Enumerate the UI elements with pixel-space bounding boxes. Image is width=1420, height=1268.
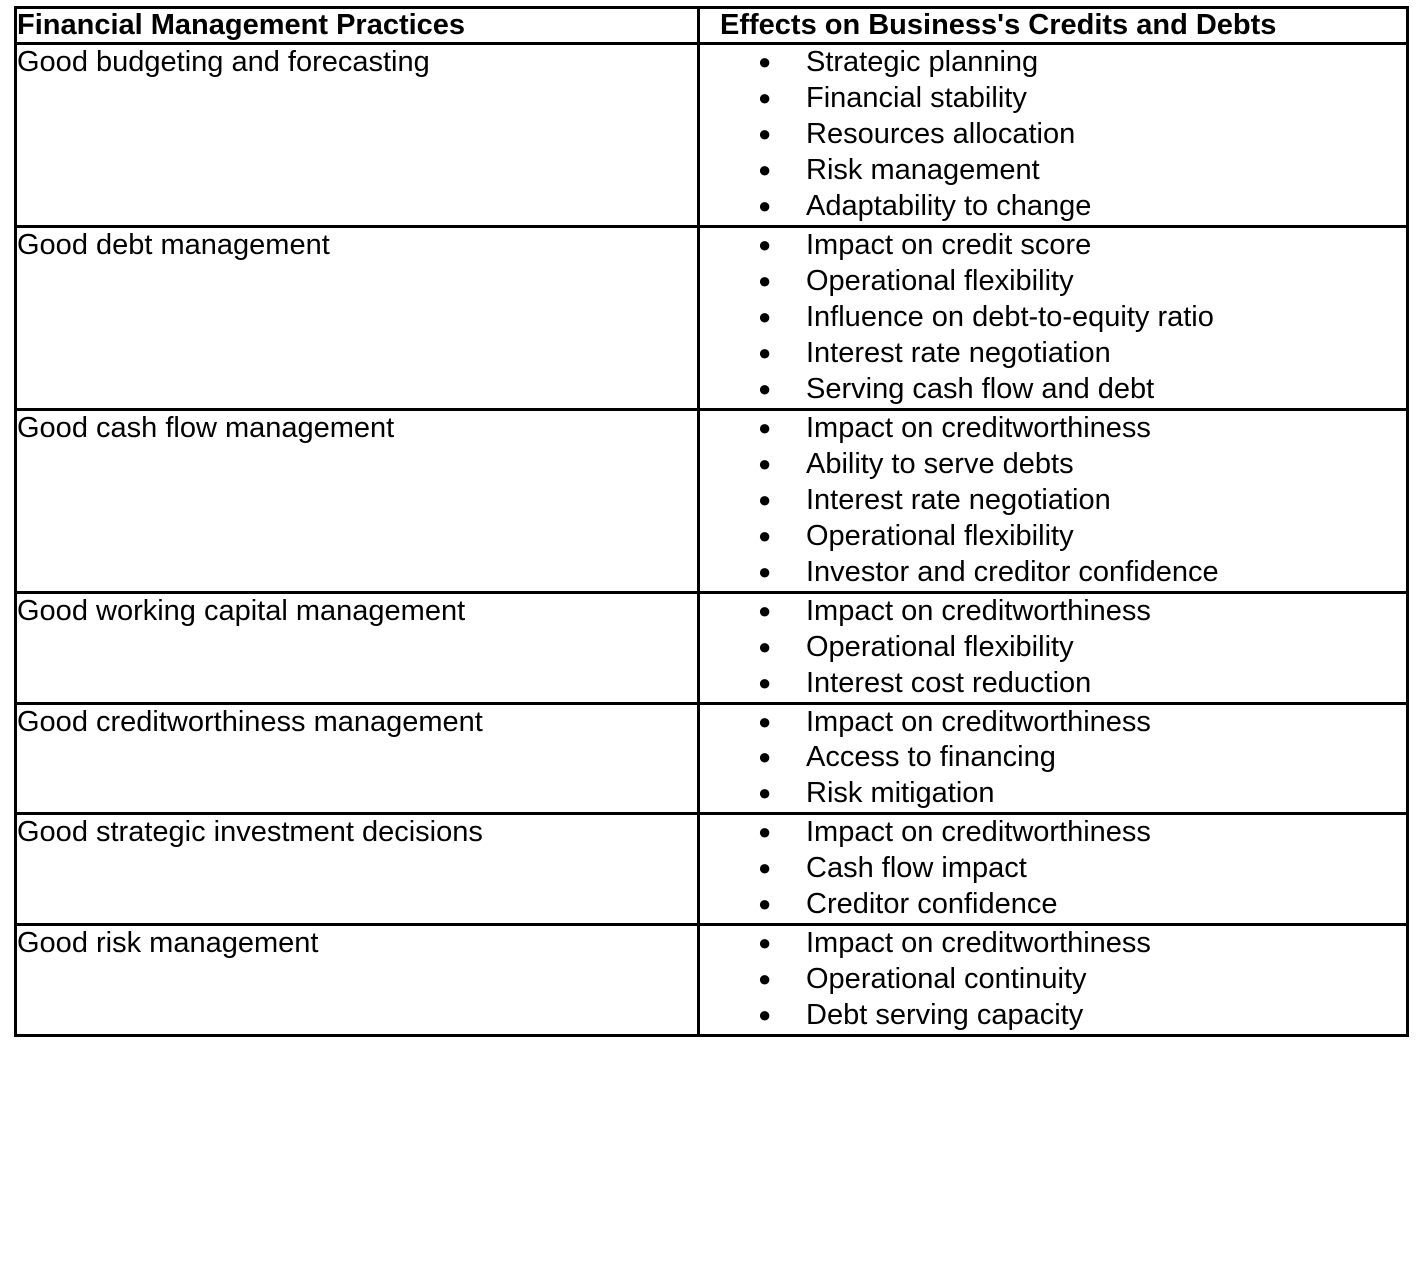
bullet-icon: ●	[758, 597, 772, 623]
list-item	[758, 411, 1406, 447]
list-item-label: Serving cash flow and debt	[806, 372, 1155, 405]
list-item-label: Adaptability to change	[806, 190, 1092, 223]
bullet-icon: ●	[758, 193, 772, 219]
table-row	[16, 409, 1408, 592]
list-item	[758, 45, 1406, 81]
list-item-label: Operational flexibility	[806, 519, 1074, 552]
bullet-icon: ●	[758, 1002, 772, 1028]
bullet-icon: ●	[758, 558, 772, 584]
practice-cell: Good working capital management	[16, 592, 699, 703]
table-row	[16, 227, 1408, 410]
list-item-label: Investor and creditor confidence	[806, 555, 1219, 588]
bullet-icon: ●	[758, 339, 772, 365]
effects-list	[700, 705, 1406, 813]
list-item	[758, 851, 1406, 887]
list-item	[758, 228, 1406, 264]
effects-list	[700, 45, 1406, 225]
list-item-label: Interest cost reduction	[806, 666, 1092, 699]
practice-cell: Good strategic investment decisions	[16, 814, 699, 925]
list-item-label: Impact on creditworthiness	[806, 411, 1151, 444]
list-item-label: Access to financing	[806, 741, 1056, 774]
practice-cell: Good risk management	[16, 925, 699, 1036]
list-item	[758, 264, 1406, 300]
list-item-label: Impact on creditworthiness	[806, 927, 1151, 960]
bullet-icon: ●	[758, 49, 772, 75]
column-header-practices: Financial Management Practices	[16, 8, 699, 44]
effects-cell	[699, 925, 1408, 1036]
bullet-icon: ●	[758, 232, 772, 258]
table-row	[16, 44, 1408, 227]
list-item	[758, 519, 1406, 555]
bullet-icon: ●	[758, 633, 772, 659]
list-item-label: Operational flexibility	[806, 265, 1074, 298]
list-item-label: Interest rate negotiation	[806, 336, 1111, 369]
list-item	[758, 887, 1406, 923]
practice-cell: Good budgeting and forecasting	[16, 44, 699, 227]
practice-cell: Good cash flow management	[16, 409, 699, 592]
list-item	[758, 926, 1406, 962]
list-item-label: Debt serving capacity	[806, 999, 1084, 1032]
list-item-label: Risk management	[806, 154, 1040, 187]
column-header-effects: Effects on Business's Credits and Debts	[699, 8, 1408, 44]
list-item	[758, 998, 1406, 1034]
list-item	[758, 117, 1406, 153]
bullet-icon: ●	[758, 304, 772, 330]
bullet-icon: ●	[758, 930, 772, 956]
list-item	[758, 483, 1406, 519]
bullet-icon: ●	[758, 744, 772, 770]
list-item-label: Operational continuity	[806, 963, 1087, 996]
list-item-label: Cash flow impact	[806, 852, 1027, 885]
table-row	[16, 592, 1408, 703]
bullet-icon: ●	[758, 855, 772, 881]
table-row	[16, 814, 1408, 925]
table-header	[16, 8, 1408, 44]
list-item	[758, 740, 1406, 776]
effects-cell	[699, 814, 1408, 925]
table-row	[16, 703, 1408, 814]
table-row	[16, 925, 1408, 1036]
bullet-icon: ●	[758, 780, 772, 806]
bullet-icon: ●	[758, 522, 772, 548]
list-item	[758, 705, 1406, 741]
bullet-icon: ●	[758, 450, 772, 476]
effects-list	[700, 594, 1406, 702]
list-item	[758, 447, 1406, 483]
list-item-label: Financial stability	[806, 82, 1027, 115]
list-item-label: Creditor confidence	[806, 888, 1058, 921]
bullet-icon: ●	[758, 375, 772, 401]
list-item	[758, 372, 1406, 408]
effects-cell	[699, 44, 1408, 227]
financial-management-table	[14, 6, 1409, 1037]
list-item	[758, 666, 1406, 702]
list-item-label: Strategic planning	[806, 46, 1039, 79]
list-item	[758, 594, 1406, 630]
list-item-label: Influence on debt-to-equity ratio	[806, 301, 1214, 334]
list-item-label: Risk mitigation	[806, 777, 995, 810]
effects-cell	[699, 227, 1408, 410]
list-item-label: Impact on credit score	[806, 229, 1092, 262]
list-item	[758, 815, 1406, 851]
effects-cell	[699, 592, 1408, 703]
list-item-label: Impact on creditworthiness	[806, 705, 1151, 738]
list-item-label: Resources allocation	[806, 118, 1076, 151]
list-item-label: Impact on creditworthiness	[806, 594, 1151, 627]
bullet-icon: ●	[758, 85, 772, 111]
bullet-icon: ●	[758, 708, 772, 734]
effects-list	[700, 926, 1406, 1034]
list-item	[758, 630, 1406, 666]
list-item	[758, 776, 1406, 812]
effects-list	[700, 411, 1406, 591]
bullet-icon: ●	[758, 157, 772, 183]
list-item	[758, 300, 1406, 336]
list-item-label: Operational flexibility	[806, 630, 1074, 663]
bullet-icon: ●	[758, 669, 772, 695]
bullet-icon: ●	[758, 486, 772, 512]
list-item	[758, 153, 1406, 189]
practice-cell: Good debt management	[16, 227, 699, 410]
list-item-label: Interest rate negotiation	[806, 483, 1111, 516]
table-body	[16, 44, 1408, 1036]
list-item	[758, 336, 1406, 372]
effects-cell	[699, 703, 1408, 814]
effects-cell	[699, 409, 1408, 592]
list-item	[758, 555, 1406, 591]
bullet-icon: ●	[758, 268, 772, 294]
list-item-label: Ability to serve debts	[806, 447, 1074, 480]
bullet-icon: ●	[758, 966, 772, 992]
table-header-row	[16, 8, 1408, 44]
list-item	[758, 962, 1406, 998]
effects-list	[700, 228, 1406, 408]
bullet-icon: ●	[758, 819, 772, 845]
practice-cell: Good creditworthiness management	[16, 703, 699, 814]
bullet-icon: ●	[758, 414, 772, 440]
bullet-icon: ●	[758, 891, 772, 917]
bullet-icon: ●	[758, 121, 772, 147]
list-item-label: Impact on creditworthiness	[806, 816, 1151, 849]
effects-list	[700, 815, 1406, 923]
list-item	[758, 81, 1406, 117]
list-item	[758, 189, 1406, 225]
